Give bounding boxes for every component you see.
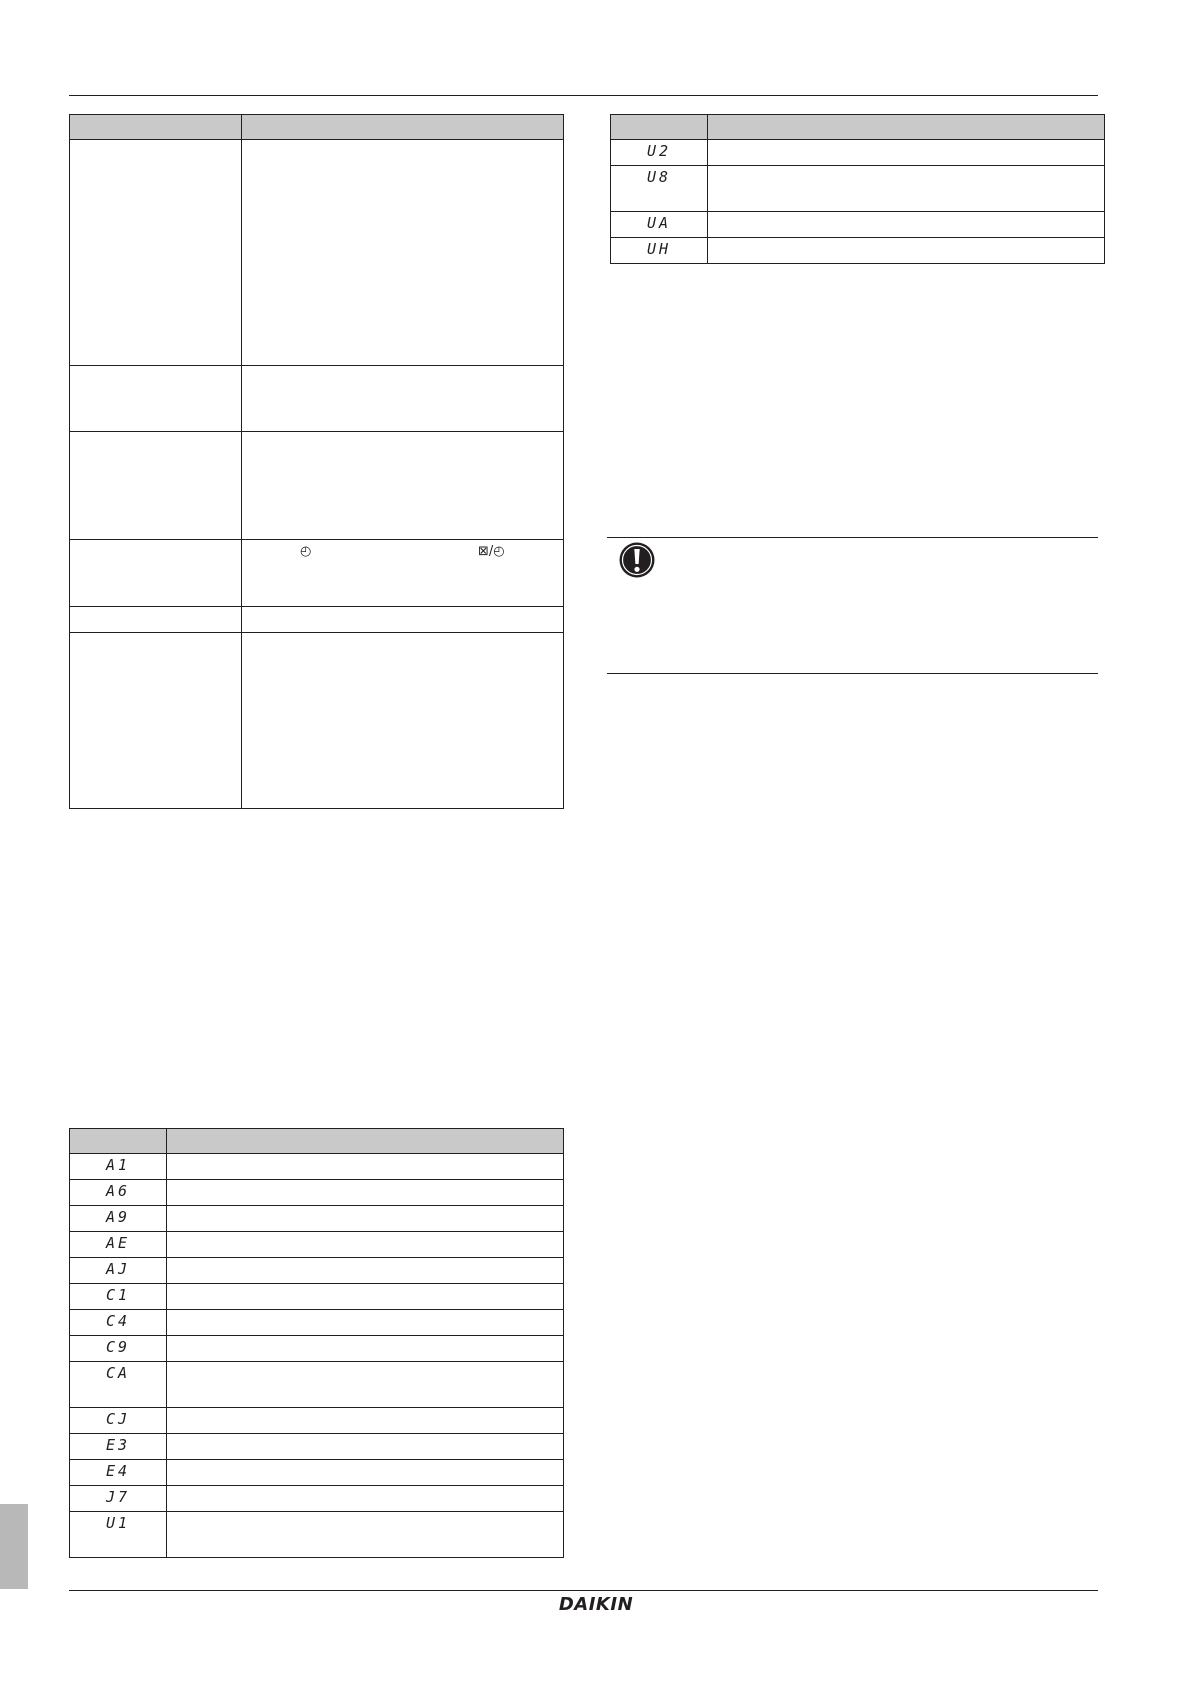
table-row	[611, 166, 1105, 212]
error-code-cell: CJ	[70, 1408, 167, 1434]
error-code-cell: UA	[611, 212, 708, 238]
table-header-row	[70, 1129, 564, 1154]
table-row	[70, 633, 564, 809]
header-rule	[69, 95, 1098, 96]
error-code-cell: U1	[70, 1512, 167, 1558]
table-row	[70, 366, 564, 432]
error-code-cell: AE	[70, 1232, 167, 1258]
table-row	[70, 1512, 564, 1558]
table-row	[70, 1154, 564, 1180]
table-row	[70, 1258, 564, 1284]
footer-rule	[69, 1590, 1098, 1591]
chapter-side-tab	[0, 1504, 28, 1589]
timer-icon: ◴	[300, 544, 312, 559]
error-code-cell: UH	[611, 238, 708, 264]
error-code-cell: C1	[70, 1284, 167, 1310]
error-code-cell: C4	[70, 1310, 167, 1336]
table-row	[70, 140, 564, 366]
table-row	[611, 140, 1105, 166]
table-row	[70, 1362, 564, 1408]
error-code-table-right	[610, 114, 1105, 264]
notice-top-rule	[607, 537, 1098, 538]
table-row	[70, 1180, 564, 1206]
error-code-cell: J7	[70, 1486, 167, 1512]
top-left-table	[69, 114, 564, 809]
timer-off-icon: ⊠/◴	[478, 544, 505, 559]
error-code-cell: C9	[70, 1336, 167, 1362]
table-row	[70, 432, 564, 540]
table-row	[70, 607, 564, 633]
exclamation-icon	[618, 541, 656, 579]
table-row	[70, 1232, 564, 1258]
table-row	[70, 540, 564, 607]
table-row	[70, 1336, 564, 1362]
error-code-table-left	[69, 1128, 564, 1558]
table-row	[70, 1434, 564, 1460]
error-code-cell: CA	[70, 1362, 167, 1408]
error-code-cell: E3	[70, 1434, 167, 1460]
table-row	[70, 1310, 564, 1336]
table-row	[70, 1206, 564, 1232]
table-row	[611, 238, 1105, 264]
table-row	[70, 1408, 564, 1434]
table-row	[611, 212, 1105, 238]
error-code-cell: A9	[70, 1206, 167, 1232]
daikin-logo: DAIKIN	[558, 1594, 634, 1615]
error-code-cell: A6	[70, 1180, 167, 1206]
error-code-cell: AJ	[70, 1258, 167, 1284]
notice-bottom-rule	[607, 673, 1098, 674]
error-code-cell: A1	[70, 1154, 167, 1180]
error-code-cell: U2	[611, 140, 708, 166]
table-header-row	[611, 115, 1105, 140]
error-code-cell: U8	[611, 166, 708, 212]
table-header-row	[70, 115, 564, 140]
table-row	[70, 1486, 564, 1512]
table-row	[70, 1460, 564, 1486]
error-code-cell: E4	[70, 1460, 167, 1486]
table-row	[70, 1284, 564, 1310]
